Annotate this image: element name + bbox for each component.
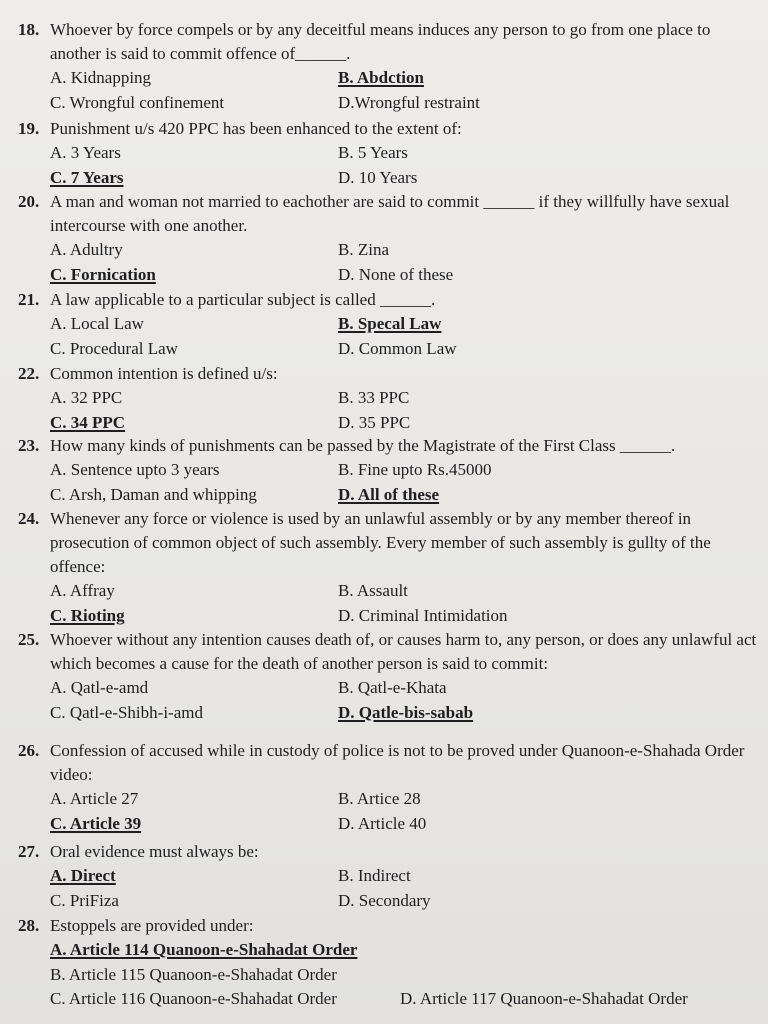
question-24	[18, 507, 758, 628]
option-a: A. Qatl-e-amd	[50, 678, 149, 697]
question-number: 26.	[18, 741, 40, 760]
question-number: 23.	[18, 436, 40, 455]
option-b: B. 33 PPC	[338, 388, 410, 407]
option-b: B. Indirect	[338, 866, 411, 885]
question-text: A man and woman not married to eachother are said to commit ______ if they willfully have sexual intercourse with one another.	[50, 192, 730, 235]
option-d: D. Article 117 Quanoon-e-Shahadat Order	[400, 989, 688, 1008]
option-c: C. Article 116 Quanoon-e-Shahadat Order	[50, 989, 337, 1008]
option-c-answer: C. 7 Years	[50, 167, 124, 187]
question-text: Whenever any force or violence is used by an unlawful assembly or by any member thereof in prosecution of common object of such assembly. Every member of such assembly is gullty of the offence:	[50, 509, 711, 576]
question-text: Common intention is defined u/s:	[50, 364, 278, 383]
option-c-answer: C. Fornication	[50, 264, 156, 284]
question-21	[18, 288, 758, 361]
question-number: 20.	[18, 192, 40, 211]
option-d-answer: D. Qatle-bis-sabab	[338, 702, 474, 722]
option-a: A. 3 Years	[50, 143, 121, 162]
question-text: Confession of accused while in custody of police is not to be proved under Quanoon-e-Shahada Order video:	[50, 741, 745, 784]
option-c: C. Wrongful confinement	[50, 92, 225, 112]
option-b-answer: B. Abdction	[338, 68, 424, 87]
question-28	[18, 914, 758, 1012]
option-b: B. 5 Years	[338, 143, 408, 162]
option-d: D.Wrongful restraint	[338, 92, 480, 112]
question-26	[18, 739, 758, 836]
question-18	[18, 18, 758, 115]
option-a: A. 32 PPC	[50, 388, 123, 407]
option-a: A. Adultry	[50, 240, 123, 259]
option-c: C. Qatl-e-Shibh-i-amd	[50, 702, 203, 722]
question-number: 28.	[18, 916, 40, 935]
option-a: A. Local Law	[50, 314, 144, 333]
question-text: Punishment u/s 420 PPC has been enhanced to the extent of:	[50, 119, 462, 138]
question-text: Whoever without any intention causes death of, or causes harm to, any person, or does any unlawful act which becomes a cause for the death of another person is said to commit:	[50, 630, 757, 673]
option-b: B. Assault	[338, 581, 408, 600]
option-c: C. PriFiza	[50, 890, 119, 910]
option-d: D. 10 Years	[338, 167, 418, 187]
question-text: Oral evidence must always be:	[50, 842, 259, 861]
option-a: A. Affray	[50, 581, 115, 600]
question-20	[18, 190, 758, 287]
question-number: 27.	[18, 842, 40, 861]
option-b-answer: B. Specal Law	[338, 314, 442, 333]
question-number: 25.	[18, 630, 40, 649]
question-number: 19.	[18, 119, 40, 138]
option-b: B. Fine upto Rs.45000	[338, 460, 492, 479]
option-a-answer: A. Article 114 Quanoon-e-Shahadat Order	[50, 940, 358, 959]
question-text: A law applicable to a particular subject is called ______.	[50, 290, 436, 309]
option-c-answer: C. Rioting	[50, 605, 125, 625]
option-a-answer: A. Direct	[50, 866, 116, 885]
option-b: B. Zina	[338, 240, 389, 259]
question-27	[18, 840, 758, 913]
question-22	[18, 362, 758, 435]
option-b: B. Artice 28	[338, 789, 421, 808]
option-d: D. Common Law	[338, 338, 457, 358]
question-text: Whoever by force compels or by any deceitful means induces any person to go from one place to another is said to commit offence of______.	[50, 20, 711, 63]
option-d: D. 35 PPC	[338, 412, 411, 432]
option-d: D. Criminal Intimidation	[338, 605, 508, 625]
question-19	[18, 117, 758, 190]
option-b: B. Article 115 Quanoon-e-Shahadat Order	[50, 964, 337, 984]
option-d-answer: D. All of these	[338, 484, 440, 504]
option-d: D. Article 40	[338, 813, 427, 833]
question-number: 24.	[18, 509, 40, 528]
option-a: A. Sentence upto 3 years	[50, 460, 220, 479]
option-c: C. Procedural Law	[50, 338, 178, 358]
question-text: How many kinds of punishments can be passed by the Magistrate of the First Class ______.	[50, 436, 676, 455]
question-number: 22.	[18, 364, 40, 383]
question-text: Estoppels are provided under:	[50, 916, 254, 935]
option-c: C. Arsh, Daman and whipping	[50, 484, 257, 504]
option-c-answer: C. Article 39	[50, 813, 142, 833]
question-23	[18, 434, 758, 507]
option-b: B. Qatl-e-Khata	[338, 678, 447, 697]
option-a: A. Kidnapping	[50, 68, 152, 87]
question-25	[18, 628, 758, 725]
option-d: D. None of these	[338, 264, 454, 284]
option-c-answer: C. 34 PPC	[50, 412, 126, 432]
question-number: 18.	[18, 20, 40, 39]
option-d: D. Secondary	[338, 890, 431, 910]
question-number: 21.	[18, 290, 40, 309]
option-a: A. Article 27	[50, 789, 139, 808]
